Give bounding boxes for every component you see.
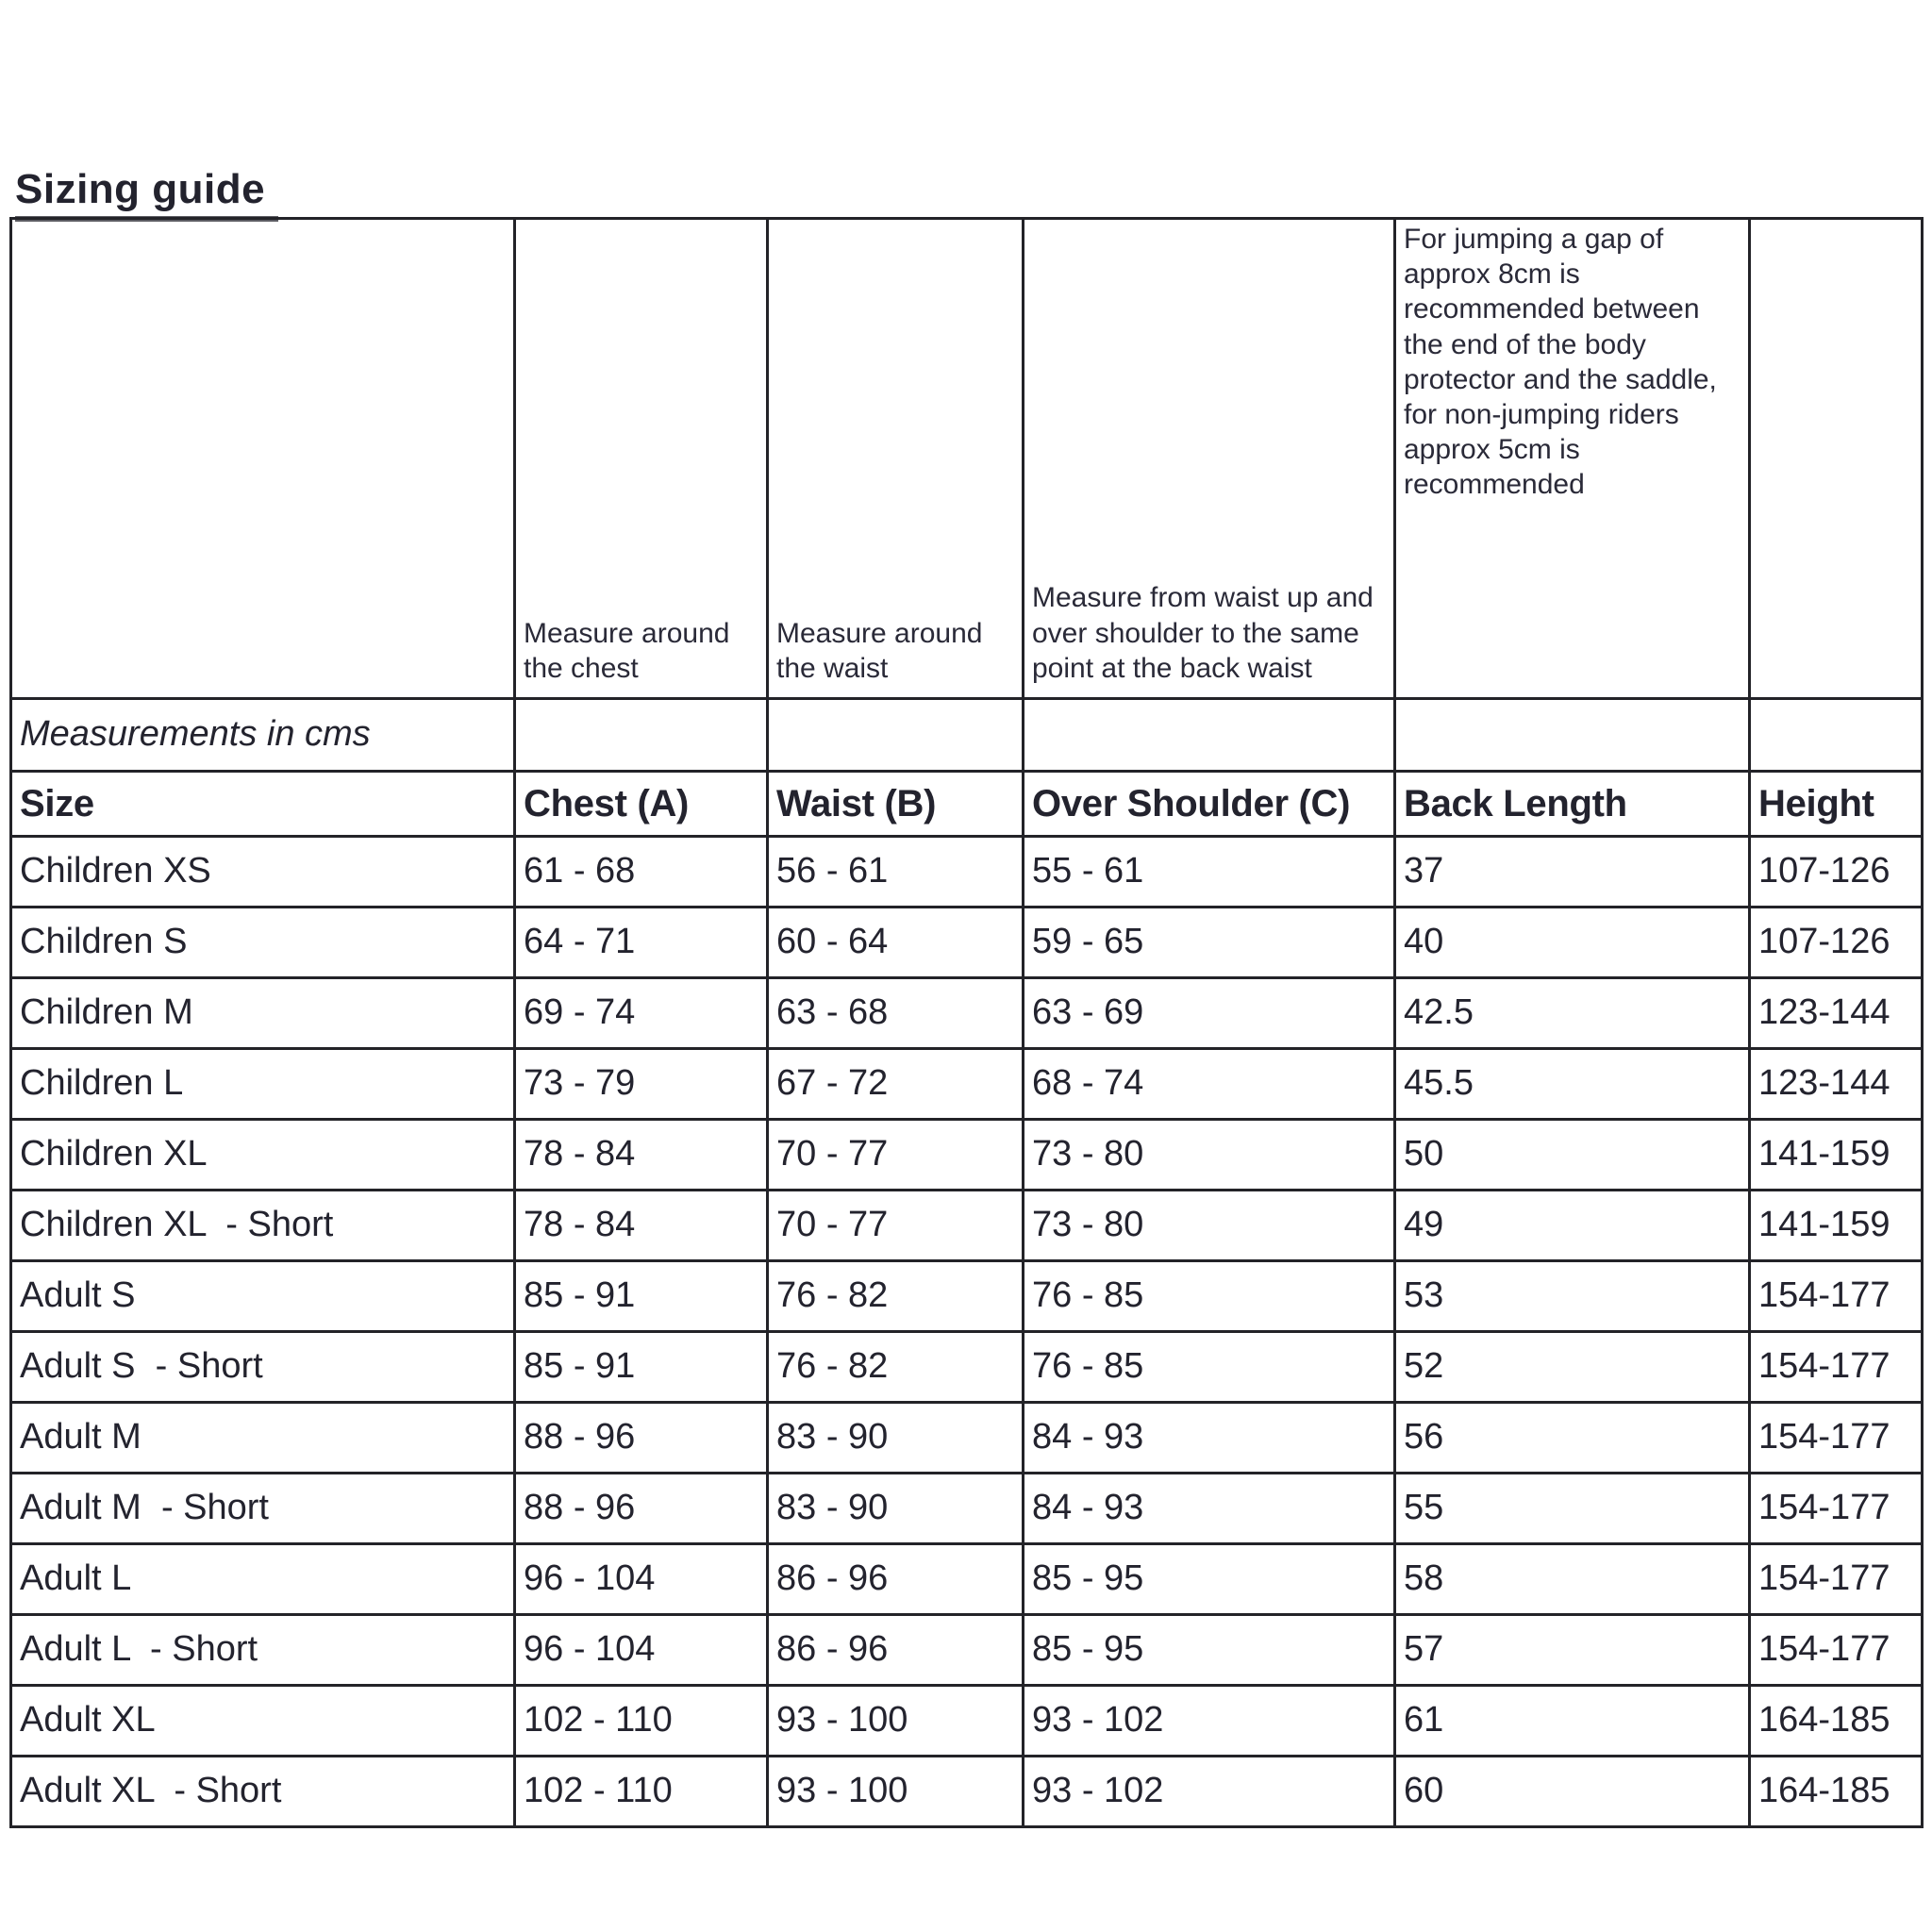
size-cell: Children S	[11, 908, 515, 978]
height-cell: 123-144	[1750, 978, 1923, 1049]
size-cell: Children L	[11, 1049, 515, 1120]
waist-cell: 56 - 61	[768, 837, 1024, 908]
page-title: Sizing guide	[15, 166, 278, 222]
size-cell: Adult L - Short	[11, 1615, 515, 1686]
empty-cell	[1750, 699, 1923, 772]
over-shoulder-cell: 84 - 93	[1024, 1474, 1395, 1544]
table-row	[11, 1544, 1923, 1615]
back-length-cell: 60	[1395, 1757, 1750, 1827]
back-length-cell: 49	[1395, 1191, 1750, 1261]
height-cell: 154-177	[1750, 1261, 1923, 1332]
height-note-cell	[1750, 219, 1923, 699]
table-row	[11, 978, 1923, 1049]
over-shoulder-cell: 84 - 93	[1024, 1403, 1395, 1474]
height-cell: 154-177	[1750, 1332, 1923, 1403]
chest-cell: 61 - 68	[515, 837, 768, 908]
over-shoulder-cell: 93 - 102	[1024, 1686, 1395, 1757]
table-row	[11, 837, 1923, 908]
height-cell: 107-126	[1750, 908, 1923, 978]
over-shoulder-cell: 68 - 74	[1024, 1049, 1395, 1120]
table-header-section	[11, 219, 1923, 837]
back-length-cell: 45.5	[1395, 1049, 1750, 1120]
over-shoulder-cell: 76 - 85	[1024, 1332, 1395, 1403]
chest-note-cell: Measure around the chest	[515, 219, 768, 699]
table-row	[11, 1191, 1923, 1261]
waist-cell: 93 - 100	[768, 1686, 1024, 1757]
units-note-cell: Measurements in cms	[11, 699, 515, 772]
back-length-cell: 56	[1395, 1403, 1750, 1474]
waist-cell: 86 - 96	[768, 1615, 1024, 1686]
back-length-cell: 42.5	[1395, 978, 1750, 1049]
chest-cell: 96 - 104	[515, 1615, 768, 1686]
table-body	[11, 837, 1923, 1827]
chest-cell: 96 - 104	[515, 1544, 768, 1615]
height-cell: 141-159	[1750, 1191, 1923, 1261]
column-header-height: Height	[1750, 772, 1923, 837]
waist-cell: 60 - 64	[768, 908, 1024, 978]
height-cell: 164-185	[1750, 1757, 1923, 1827]
waist-cell: 76 - 82	[768, 1261, 1024, 1332]
over-shoulder-cell: 73 - 80	[1024, 1120, 1395, 1191]
size-cell: Children M	[11, 978, 515, 1049]
table-row	[11, 1261, 1923, 1332]
sizing-table	[9, 217, 1924, 1828]
height-cell: 154-177	[1750, 1544, 1923, 1615]
table-row	[11, 1757, 1923, 1827]
size-cell: Adult XL - Short	[11, 1757, 515, 1827]
column-header-chest: Chest (A)	[515, 772, 768, 837]
chest-cell: 88 - 96	[515, 1474, 768, 1544]
over-shoulder-cell: 73 - 80	[1024, 1191, 1395, 1261]
empty-cell	[515, 699, 768, 772]
back-length-cell: 55	[1395, 1474, 1750, 1544]
chest-cell: 73 - 79	[515, 1049, 768, 1120]
table-row	[11, 908, 1923, 978]
size-cell: Adult S	[11, 1261, 515, 1332]
empty-cell	[1395, 699, 1750, 772]
height-cell: 107-126	[1750, 837, 1923, 908]
column-header-row	[11, 772, 1923, 837]
waist-cell: 86 - 96	[768, 1544, 1024, 1615]
chest-cell: 85 - 91	[515, 1261, 768, 1332]
back-length-cell: 52	[1395, 1332, 1750, 1403]
chest-cell: 102 - 110	[515, 1686, 768, 1757]
back-length-cell: 61	[1395, 1686, 1750, 1757]
units-row	[11, 699, 1923, 772]
column-header-over-shoulder: Over Shoulder (C)	[1024, 772, 1395, 837]
over-shoulder-cell: 55 - 61	[1024, 837, 1395, 908]
over-shoulder-cell: 76 - 85	[1024, 1261, 1395, 1332]
height-cell: 154-177	[1750, 1474, 1923, 1544]
waist-cell: 83 - 90	[768, 1474, 1024, 1544]
height-cell: 154-177	[1750, 1615, 1923, 1686]
empty-cell	[1024, 699, 1395, 772]
table-row	[11, 1120, 1923, 1191]
table-row	[11, 1332, 1923, 1403]
table-row	[11, 1615, 1923, 1686]
over-shoulder-note-cell: Measure from waist up and over shoulder to the same point at the back waist	[1024, 219, 1395, 699]
size-cell: Children XL - Short	[11, 1191, 515, 1261]
waist-cell: 76 - 82	[768, 1332, 1024, 1403]
empty-cell	[768, 699, 1024, 772]
chest-cell: 102 - 110	[515, 1757, 768, 1827]
size-cell: Adult S - Short	[11, 1332, 515, 1403]
chest-cell: 69 - 74	[515, 978, 768, 1049]
chest-cell: 78 - 84	[515, 1120, 768, 1191]
height-cell: 164-185	[1750, 1686, 1923, 1757]
height-cell: 141-159	[1750, 1120, 1923, 1191]
over-shoulder-cell: 85 - 95	[1024, 1615, 1395, 1686]
waist-cell: 63 - 68	[768, 978, 1024, 1049]
table-row	[11, 1403, 1923, 1474]
column-header-back-length: Back Length	[1395, 772, 1750, 837]
size-note-cell	[11, 219, 515, 699]
over-shoulder-cell: 93 - 102	[1024, 1757, 1395, 1827]
chest-cell: 64 - 71	[515, 908, 768, 978]
height-cell: 154-177	[1750, 1403, 1923, 1474]
chest-cell: 85 - 91	[515, 1332, 768, 1403]
back-length-cell: 58	[1395, 1544, 1750, 1615]
table-row	[11, 1474, 1923, 1544]
size-cell: Adult XL	[11, 1686, 515, 1757]
waist-cell: 93 - 100	[768, 1757, 1024, 1827]
back-length-cell: 50	[1395, 1120, 1750, 1191]
waist-cell: 70 - 77	[768, 1120, 1024, 1191]
back-length-cell: 57	[1395, 1615, 1750, 1686]
chest-cell: 78 - 84	[515, 1191, 768, 1261]
back-length-cell: 37	[1395, 837, 1750, 908]
waist-cell: 67 - 72	[768, 1049, 1024, 1120]
size-cell: Children XS	[11, 837, 515, 908]
size-cell: Adult M	[11, 1403, 515, 1474]
size-cell: Children XL	[11, 1120, 515, 1191]
over-shoulder-cell: 63 - 69	[1024, 978, 1395, 1049]
back-length-cell: 40	[1395, 908, 1750, 978]
size-cell: Adult L	[11, 1544, 515, 1615]
back-length-note-cell: For jumping a gap of approx 8cm is recommended between the end of the body protector and the saddle, for non-jumping riders approx 5cm is recommended	[1395, 219, 1750, 699]
waist-note-cell: Measure around the waist	[768, 219, 1024, 699]
chest-cell: 88 - 96	[515, 1403, 768, 1474]
table-row	[11, 1686, 1923, 1757]
waist-cell: 83 - 90	[768, 1403, 1024, 1474]
over-shoulder-cell: 59 - 65	[1024, 908, 1395, 978]
over-shoulder-cell: 85 - 95	[1024, 1544, 1395, 1615]
column-header-size: Size	[11, 772, 515, 837]
back-length-cell: 53	[1395, 1261, 1750, 1332]
column-header-waist: Waist (B)	[768, 772, 1024, 837]
size-cell: Adult M - Short	[11, 1474, 515, 1544]
measure-notes-row	[11, 219, 1923, 699]
waist-cell: 70 - 77	[768, 1191, 1024, 1261]
height-cell: 123-144	[1750, 1049, 1923, 1120]
table-row	[11, 1049, 1923, 1120]
